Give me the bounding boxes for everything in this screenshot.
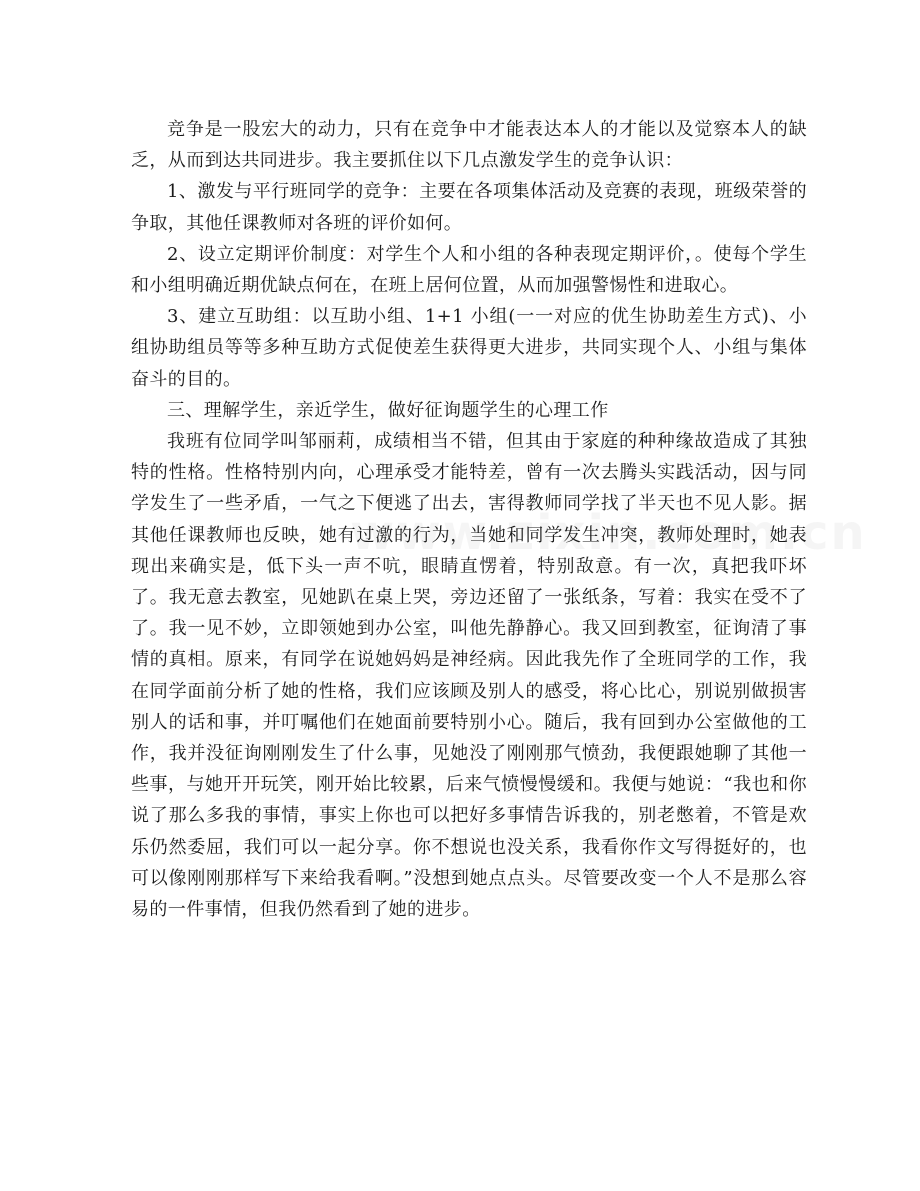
document-body [131,114,807,925]
paragraph-item-3: 3、建立互助组：以互助小组、1+1 小组(一一对应的优生协助差生方式)、小组协助组员等等多种互助方式促使差生获得更大进步，共同实现个人、小组与集体奋斗的目的。 [131,306,807,390]
paragraph-case-story: 我班有位同学叫邹丽莉，成绩相当不错，但其由于家庭的种种缘故造成了其独特的性格。性格特别内向，心理承受才能特差，曾有一次去腾头实践活动，因与同学发生了一些矛盾，一气之下便逃了出去，害得教师同学找了半天也不见人影。据其他任课教师也反映，她有过激的行为，当她和同学发生冲突，教师处理时，她表现出来确实是，低下头一声不吭，眼睛直愣着，特别敌意。有一次，真把我吓坏了。我无意去教室，见她趴在桌上哭，旁边还留了一张纸条，写着：我实在受不了了。我一见不妙，立即领她到办公室，叫他先静静心。我又回到教室，征询清了事情的真相。原来，有同学在说她妈妈是神经病。因此我先作了全班同学的工作，我在同学面前分析了她的性格，我们应该顾及别人的感受，将心比心，别说别做损害别人的话和事，并叮嘱他们在她面前要特别小心。随后，我有回到办公室做他的工作，我并没征询刚刚发生了什么事，见她没了刚刚那气愤劲，我便跟她聊了其他一些事，与她开开玩笑，刚开始比较累，后来气愤慢慢缓和。我便与她说：“我也和你说了那么多我的事情，事实上你也可以把好多事情告诉我的，别老憋着，不管是欢乐仍然委屈，我们可以一起分享。你不想说也没关系，我看你作文写得挺好的，也可以像刚刚那样写下来给我看啊。”没想到她点点头。尽管要改变一个人不是那么容易的一件事情，但我仍然看到了她的进步。 [131,431,807,921]
section-heading-3: 三、理解学生，亲近学生，做好征询题学生的心理工作 [167,399,609,421]
paragraph-item-1: 1、激发与平行班同学的竞争：主要在各项集体活动及竞赛的表现，班级荣誉的争取，其他任课教师对各班的评价如何。 [131,181,807,234]
paragraph-item-2: 2、设立定期评价制度：对学生个人和小组的各种表现定期评价，。使每个学生和小组明确近期优缺点何在，在班上居何位置，从而加强警惕性和进取心。 [131,243,807,297]
paragraph-competition-intro: 竞争是一股宏大的动力，只有在竞争中才能表达本人的才能以及觉察本人的缺乏，从而到达共同进步。我主要抓住以下几点激发学生的竞争认识： [131,119,807,172]
